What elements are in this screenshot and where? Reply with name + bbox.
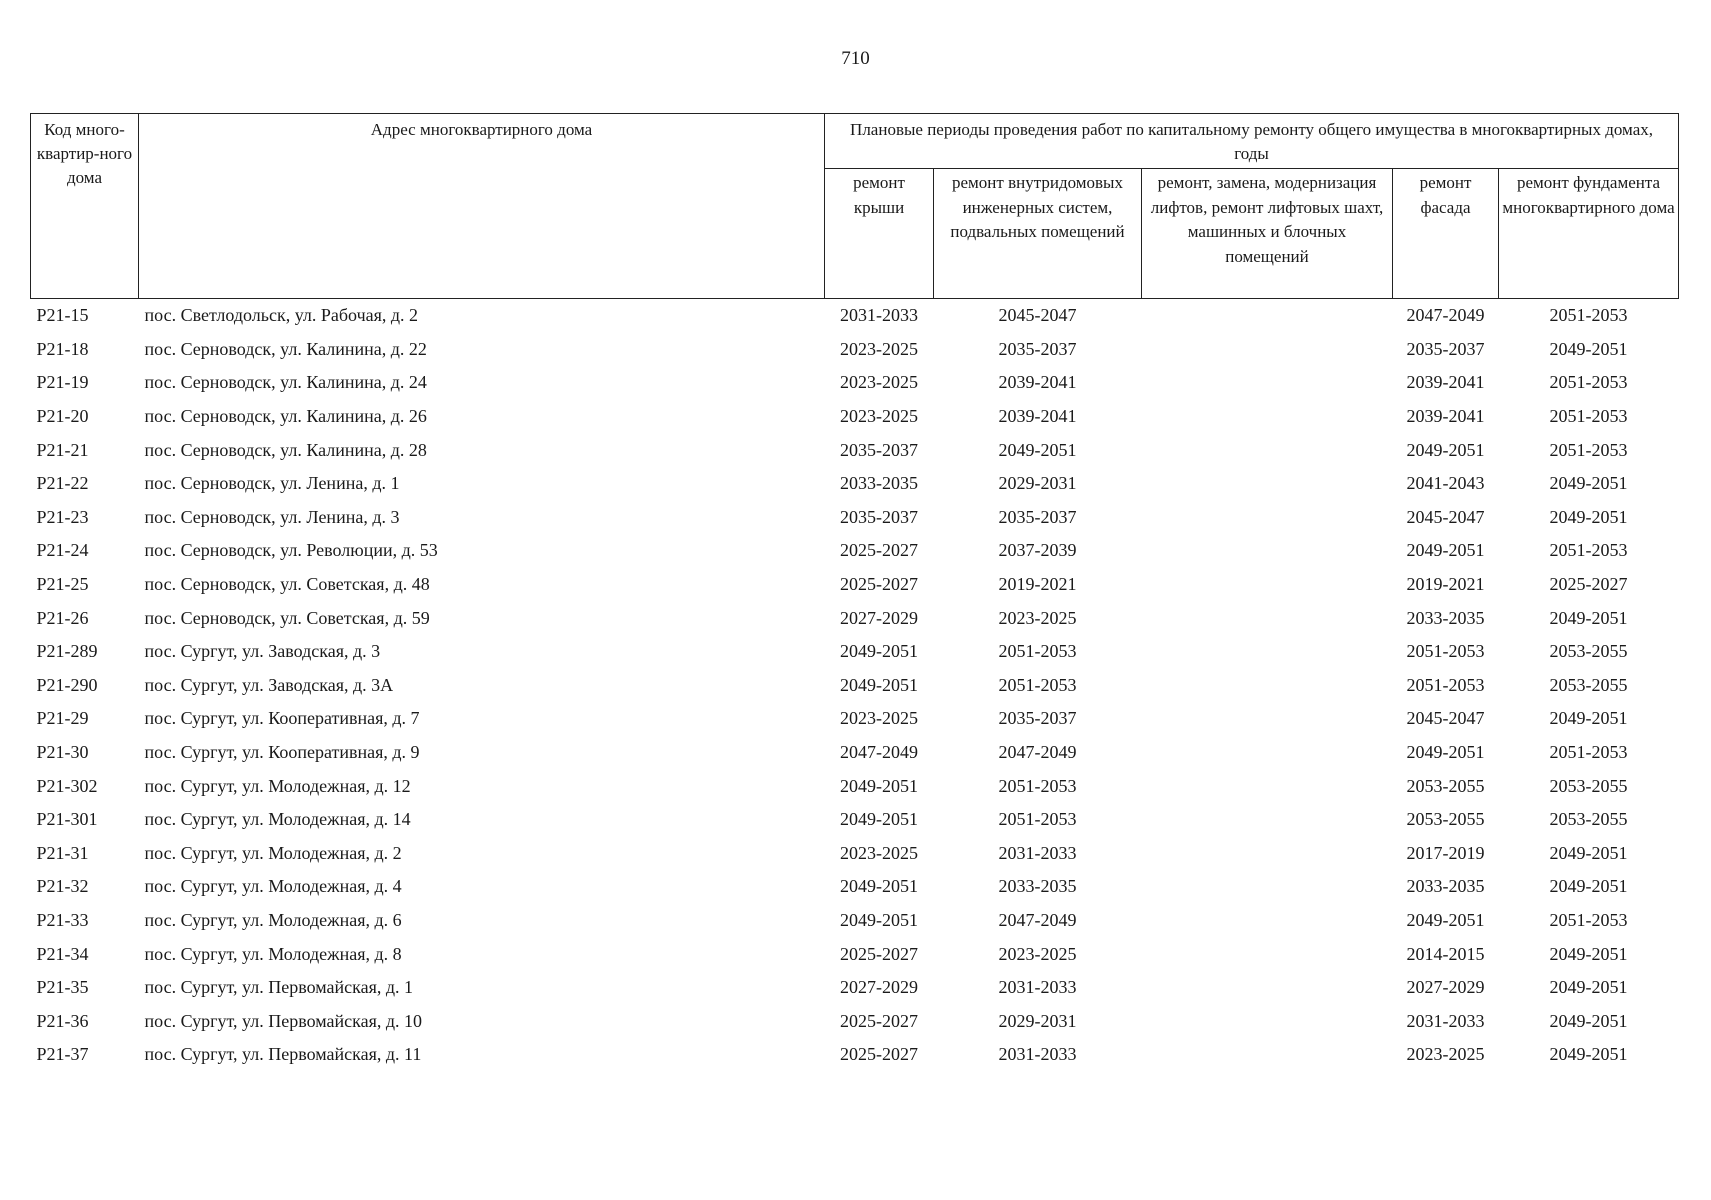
cell-engineering: 2051-2053 [998, 674, 1077, 695]
cell-lifts [1142, 333, 1393, 367]
cell-lifts [1142, 1038, 1393, 1072]
cell-engineering: 2047-2049 [998, 742, 1077, 763]
cell-engineering: 2035-2037 [998, 338, 1077, 359]
cell-roof: 2023-2025 [840, 842, 918, 863]
cell-lifts [1142, 837, 1393, 871]
cell-engineering: 2029-2031 [998, 473, 1077, 494]
cell-lifts [1142, 534, 1393, 568]
cell-facade: 2053-2055 [1406, 775, 1485, 796]
cell-roof: 2025-2027 [840, 943, 918, 964]
cell-roof: 2027-2029 [840, 607, 918, 628]
cell-foundation: 2051-2053 [1549, 909, 1628, 930]
cell-address: пос. Серноводск, ул. Калинина, д. 28 [144, 439, 427, 460]
cell-engineering: 2031-2033 [998, 1044, 1077, 1065]
cell-code: P21-33 [36, 909, 89, 930]
cell-foundation: 2053-2055 [1549, 674, 1628, 695]
table-row [31, 837, 1679, 871]
cell-lifts [1142, 702, 1393, 736]
cell-facade: 2049-2051 [1406, 742, 1485, 763]
cell-lifts [1142, 736, 1393, 770]
cell-foundation: 2051-2053 [1549, 439, 1628, 460]
cell-engineering: 2039-2041 [998, 372, 1077, 393]
cell-address: пос. Сургут, ул. Заводская, д. 3 [144, 641, 381, 662]
cell-roof: 2049-2051 [840, 876, 918, 897]
cell-engineering: 2035-2037 [998, 506, 1077, 527]
cell-code: P21-30 [36, 742, 89, 763]
cell-code: P21-37 [36, 1044, 89, 1065]
cell-roof: 2023-2025 [840, 708, 918, 729]
cell-lifts [1142, 299, 1393, 333]
cell-foundation: 2049-2051 [1549, 473, 1628, 494]
cell-foundation: 2051-2053 [1549, 305, 1628, 326]
cell-engineering: 2023-2025 [998, 607, 1077, 628]
cell-facade: 2023-2025 [1406, 1044, 1485, 1065]
cell-lifts [1142, 467, 1393, 501]
cell-engineering: 2031-2033 [998, 977, 1077, 998]
cell-lifts [1142, 971, 1393, 1005]
cell-foundation: 2049-2051 [1549, 607, 1628, 628]
header-foundation: ремонт фундамента многоквартирного дома [1499, 169, 1679, 299]
cell-facade: 2039-2041 [1406, 372, 1485, 393]
table-row [31, 534, 1679, 568]
cell-roof: 2025-2027 [840, 540, 918, 561]
table-row [31, 870, 1679, 904]
cell-code: P21-31 [36, 842, 89, 863]
cell-facade: 2047-2049 [1406, 305, 1485, 326]
cell-address: пос. Сургут, ул. Первомайская, д. 11 [144, 1044, 422, 1065]
cell-roof: 2025-2027 [840, 574, 918, 595]
cell-facade: 2033-2035 [1406, 876, 1485, 897]
table-row [31, 1038, 1679, 1072]
cell-foundation: 2049-2051 [1549, 977, 1628, 998]
cell-lifts [1142, 769, 1393, 803]
cell-facade: 2014-2015 [1406, 943, 1485, 964]
cell-roof: 2031-2033 [840, 305, 918, 326]
cell-engineering: 2033-2035 [998, 876, 1077, 897]
cell-foundation: 2053-2055 [1549, 641, 1628, 662]
cell-code: P21-302 [36, 775, 98, 796]
cell-engineering: 2019-2021 [998, 574, 1077, 595]
cell-address: пос. Серноводск, ул. Калинина, д. 24 [144, 372, 427, 393]
cell-code: P21-24 [36, 540, 89, 561]
table-row [31, 601, 1679, 635]
cell-code: P21-21 [36, 439, 89, 460]
cell-lifts [1142, 400, 1393, 434]
cell-code: P21-32 [36, 876, 89, 897]
header-address: Адрес многоквартирного дома [139, 114, 825, 299]
cell-code: P21-22 [36, 473, 89, 494]
cell-code: P21-290 [36, 674, 98, 695]
cell-foundation: 2051-2053 [1549, 406, 1628, 427]
cell-foundation: 2049-2051 [1549, 1044, 1628, 1065]
cell-address: пос. Сургут, ул. Заводская, д. 3А [144, 674, 394, 695]
cell-roof: 2023-2025 [840, 372, 918, 393]
cell-facade: 2051-2053 [1406, 674, 1485, 695]
cell-roof: 2049-2051 [840, 775, 918, 796]
cell-address: пос. Сургут, ул. Молодежная, д. 4 [144, 876, 402, 897]
cell-foundation: 2049-2051 [1549, 338, 1628, 359]
cell-address: пос. Сургут, ул. Первомайская, д. 10 [144, 1010, 423, 1031]
cell-lifts [1142, 366, 1393, 400]
cell-facade: 2049-2051 [1406, 909, 1485, 930]
table-row [31, 803, 1679, 837]
cell-address: пос. Серноводск, ул. Калинина, д. 22 [144, 338, 427, 359]
cell-code: P21-23 [36, 506, 89, 527]
cell-lifts [1142, 669, 1393, 703]
table-row [31, 669, 1679, 703]
cell-address: пос. Сургут, ул. Молодежная, д. 8 [144, 943, 402, 964]
table-body [31, 299, 1679, 1072]
cell-engineering: 2051-2053 [998, 641, 1077, 662]
table-row [31, 366, 1679, 400]
header-engineering: ремонт внутридомовых инженерных систем, подвальных помещений [934, 169, 1142, 299]
header-code: Код много-квартир-ного дома [31, 114, 139, 299]
cell-foundation: 2053-2055 [1549, 809, 1628, 830]
cell-address: пос. Сургут, ул. Молодежная, д. 2 [144, 842, 402, 863]
cell-code: P21-26 [36, 607, 89, 628]
cell-code: P21-36 [36, 1010, 89, 1031]
cell-foundation: 2049-2051 [1549, 842, 1628, 863]
header-lifts: ремонт, замена, модернизация лифтов, ремонт лифтовых шахт, машинных и блочных помещений [1142, 169, 1393, 299]
table-row [31, 904, 1679, 938]
cell-lifts [1142, 433, 1393, 467]
cell-code: P21-35 [36, 977, 89, 998]
cell-foundation: 2051-2053 [1549, 372, 1628, 393]
cell-address: пос. Серноводск, ул. Ленина, д. 1 [144, 473, 400, 494]
table-row [31, 971, 1679, 1005]
cell-address: пос. Серноводск, ул. Калинина, д. 26 [144, 406, 427, 427]
table-row [31, 433, 1679, 467]
cell-lifts [1142, 904, 1393, 938]
cell-foundation: 2049-2051 [1549, 506, 1628, 527]
table-row [31, 1004, 1679, 1038]
cell-address: пос. Сургут, ул. Молодежная, д. 6 [144, 909, 402, 930]
cell-facade: 2049-2051 [1406, 439, 1485, 460]
cell-address: пос. Серноводск, ул. Ленина, д. 3 [144, 506, 400, 527]
table-row [31, 333, 1679, 367]
cell-lifts [1142, 601, 1393, 635]
cell-address: пос. Сургут, ул. Молодежная, д. 14 [144, 809, 411, 830]
cell-foundation: 2049-2051 [1549, 1010, 1628, 1031]
table-row [31, 299, 1679, 333]
cell-engineering: 2035-2037 [998, 708, 1077, 729]
cell-foundation: 2051-2053 [1549, 742, 1628, 763]
table-row [31, 736, 1679, 770]
cell-address: пос. Сургут, ул. Первомайская, д. 1 [144, 977, 414, 998]
page-number: 710 [841, 48, 870, 69]
cell-engineering: 2047-2049 [998, 909, 1077, 930]
cell-code: P21-34 [36, 943, 89, 964]
cell-roof: 2049-2051 [840, 909, 918, 930]
cell-roof: 2023-2025 [840, 406, 918, 427]
cell-code: P21-20 [36, 406, 89, 427]
cell-address: пос. Светлодольск, ул. Рабочая, д. 2 [144, 305, 419, 326]
cell-facade: 2041-2043 [1406, 473, 1485, 494]
cell-code: P21-18 [36, 338, 89, 359]
cell-foundation: 2049-2051 [1549, 876, 1628, 897]
table-row [31, 635, 1679, 669]
cell-code: P21-25 [36, 574, 89, 595]
cell-address: пос. Серноводск, ул. Советская, д. 59 [144, 607, 430, 628]
cell-address: пос. Серноводск, ул. Советская, д. 48 [144, 574, 430, 595]
cell-lifts [1142, 1004, 1393, 1038]
table-header [31, 114, 1679, 299]
cell-engineering: 2039-2041 [998, 406, 1077, 427]
cell-roof: 2023-2025 [840, 338, 918, 359]
cell-facade: 2027-2029 [1406, 977, 1485, 998]
cell-engineering: 2023-2025 [998, 943, 1077, 964]
cell-roof: 2049-2051 [840, 809, 918, 830]
cell-engineering: 2037-2039 [998, 540, 1077, 561]
cell-facade: 2031-2033 [1406, 1010, 1485, 1031]
cell-roof: 2035-2037 [840, 506, 918, 527]
cell-foundation: 2049-2051 [1549, 708, 1628, 729]
cell-engineering: 2045-2047 [998, 305, 1077, 326]
cell-facade: 2019-2021 [1406, 574, 1485, 595]
cell-engineering: 2031-2033 [998, 842, 1077, 863]
cell-code: P21-29 [36, 708, 89, 729]
cell-engineering: 2049-2051 [998, 439, 1077, 460]
cell-address: пос. Серноводск, ул. Революции, д. 53 [144, 540, 438, 561]
cell-address: пос. Сургут, ул. Кооперативная, д. 9 [144, 742, 420, 763]
cell-roof: 2049-2051 [840, 674, 918, 695]
cell-lifts [1142, 635, 1393, 669]
header-roof: ремонт крыши [825, 169, 934, 299]
header-facade: ремонт фасада [1393, 169, 1499, 299]
table-row [31, 937, 1679, 971]
cell-lifts [1142, 870, 1393, 904]
header-planned-periods: Плановые периоды проведения работ по капитальному ремонту общего имущества в многоквартирных домах, годы [825, 114, 1679, 169]
table-row [31, 769, 1679, 803]
table-row [31, 501, 1679, 535]
cell-address: пос. Сургут, ул. Молодежная, д. 12 [144, 775, 411, 796]
cell-code: P21-19 [36, 372, 89, 393]
cell-roof: 2025-2027 [840, 1010, 918, 1031]
cell-roof: 2027-2029 [840, 977, 918, 998]
cell-address: пос. Сургут, ул. Кооперативная, д. 7 [144, 708, 420, 729]
table-row [31, 568, 1679, 602]
cell-lifts [1142, 937, 1393, 971]
cell-foundation: 2025-2027 [1549, 574, 1628, 595]
cell-foundation: 2049-2051 [1549, 943, 1628, 964]
cell-foundation: 2051-2053 [1549, 540, 1628, 561]
cell-roof: 2035-2037 [840, 439, 918, 460]
cell-code: P21-15 [36, 305, 89, 326]
cell-engineering: 2029-2031 [998, 1010, 1077, 1031]
cell-facade: 2049-2051 [1406, 540, 1485, 561]
cell-foundation: 2053-2055 [1549, 775, 1628, 796]
cell-roof: 2033-2035 [840, 473, 918, 494]
repair-schedule-table [30, 113, 1679, 1072]
cell-facade: 2051-2053 [1406, 641, 1485, 662]
cell-engineering: 2051-2053 [998, 809, 1077, 830]
cell-lifts [1142, 501, 1393, 535]
cell-facade: 2035-2037 [1406, 338, 1485, 359]
cell-facade: 2045-2047 [1406, 708, 1485, 729]
cell-facade: 2039-2041 [1406, 406, 1485, 427]
cell-roof: 2025-2027 [840, 1044, 918, 1065]
cell-roof: 2049-2051 [840, 641, 918, 662]
cell-facade: 2053-2055 [1406, 809, 1485, 830]
cell-lifts [1142, 803, 1393, 837]
cell-code: P21-289 [36, 641, 98, 662]
table-row [31, 400, 1679, 434]
cell-roof: 2047-2049 [840, 742, 918, 763]
cell-facade: 2033-2035 [1406, 607, 1485, 628]
cell-code: P21-301 [36, 809, 98, 830]
cell-facade: 2045-2047 [1406, 506, 1485, 527]
table-row [31, 467, 1679, 501]
cell-lifts [1142, 568, 1393, 602]
cell-engineering: 2051-2053 [998, 775, 1077, 796]
cell-facade: 2017-2019 [1406, 842, 1485, 863]
table-row [31, 702, 1679, 736]
